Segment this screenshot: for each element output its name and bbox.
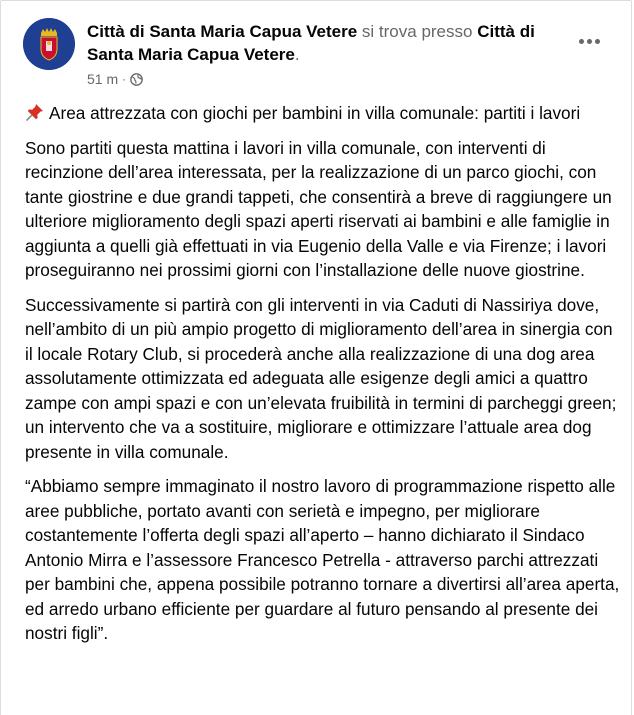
- post-paragraph: Successivamente si partirà con gli interventi in via Caduti di Nassiriya dove, nell’ambito di un più ampio progetto di miglioramento dell’area in sinergia con il locale Rotary Club, si procederà anche alla realizzazione di una dog area assolutamente ottimizzata ed adeguata alle esigenze degli amici a quattro zampe con ampi spazi e con un’elevata fruibilità in termini di parcheggi green; un intervento che va a sostituire, migliorare e ottimizzare l’attuale area dog presente in villa comunale.: [25, 294, 617, 462]
- more-options-icon: [579, 39, 584, 44]
- post-body: [25, 101, 621, 656]
- page-avatar[interactable]: [23, 18, 75, 70]
- location-connector: si trova presso: [357, 22, 478, 41]
- post-paragraph: Sono partiti questa mattina i lavori in villa comunale, con interventi di recinzione dell’area interessata, per la realizzazione di un parco giochi, con tante giostrine e due grandi tappeti, che consentirà a breve di raggiungere un ulteriore miglioramento degli spazi aperti riservati ai bambini e alle famiglie in aggiunta a quelli già effettuati in via Eugenio della Valle e via Firenze; i lavori proseguiranno nei prossimi giorni con l’installazione delle nuove giostrine.: [25, 137, 612, 280]
- location-suffix: .: [294, 45, 300, 64]
- headline-text: Area attrezzata con giochi per bambini in villa comunale: partiti i lavori: [49, 103, 581, 123]
- pushpin-icon: [25, 102, 45, 122]
- location-link[interactable]: Città di Santa Maria Capua Vetere: [87, 22, 535, 64]
- post-header: [1, 1, 633, 97]
- post-headline: [25, 101, 621, 126]
- author-link[interactable]: Città di Santa Maria Capua Vetere: [87, 22, 358, 41]
- post-title-line: [87, 20, 557, 66]
- post-timestamp[interactable]: 51 m: [87, 71, 119, 87]
- globe-icon[interactable]: [130, 73, 143, 86]
- city-crest-logo: [23, 18, 75, 70]
- post-meta: [87, 71, 143, 87]
- post-paragraph: “Abbiamo sempre immaginato il nostro lavoro di programmazione rispetto alle aree pubbliche, portato avanti con serietà e impegno, per migliorare costantemente l’offerta degli spazi all’aperto – hanno dichiarato il Sindaco Antonio Mirra e l’assessore Francesco Petrella - attraverso parchi attrezzati per bambini che, appena possibile potranno tornare a divertirsi all’area aperta, ed arredo urbano efficiente per guardare al futuro pensando al presente dei nostri figli”.: [25, 476, 620, 643]
- more-options-dot: [595, 39, 600, 44]
- more-options-dot: [587, 39, 592, 44]
- more-options-button[interactable]: [571, 27, 607, 55]
- meta-separator: ·: [122, 72, 127, 86]
